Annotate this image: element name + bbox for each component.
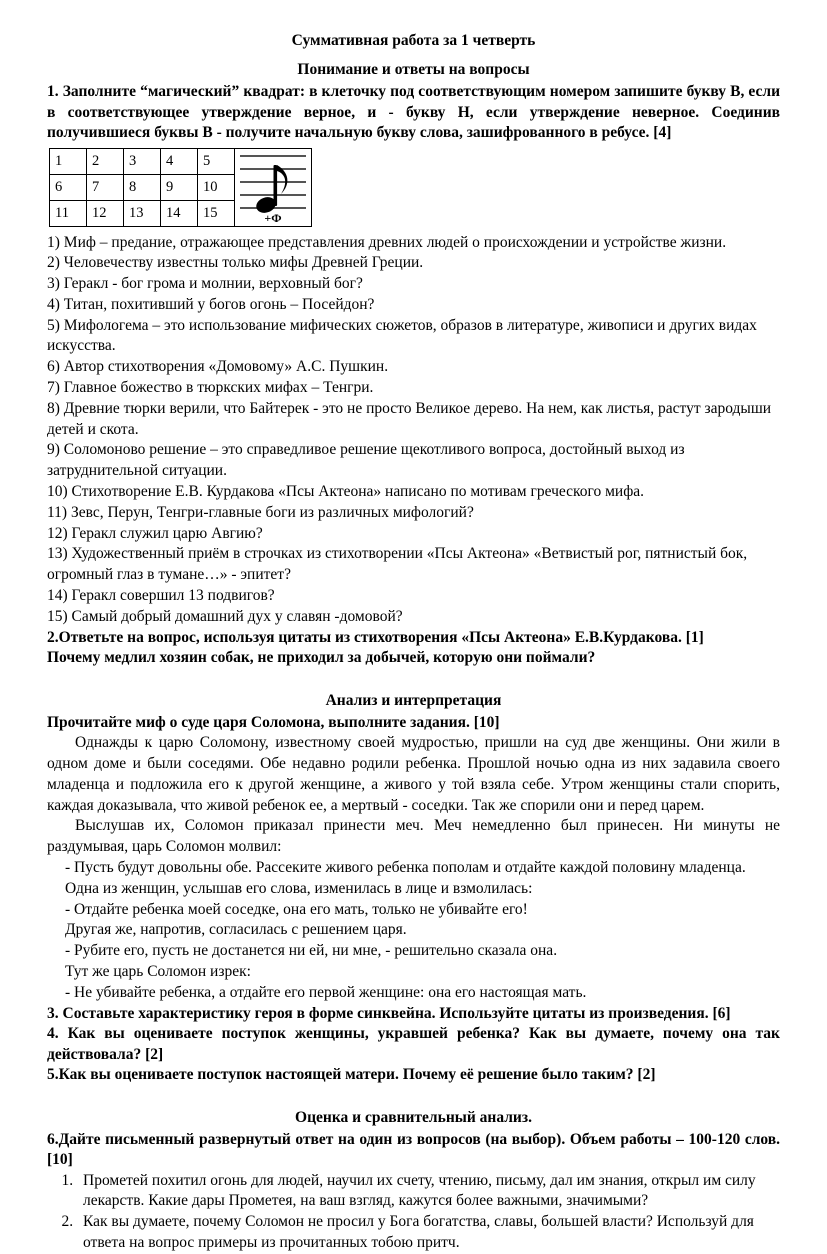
statement-item: 1) Миф – предание, отражающее представления древних людей о происхождении и устройстве жизни.	[47, 233, 727, 251]
task-1-instruction: 1. Заполните “магический” квадрат: в клеточку под соответствующим номером запишите букву В, если в соответствующее утверждение верное, и - букву Н, если утверждение неверное. Соединив получившиеся буквы В - получите начальную букву слова, зашифрованного в ребусе. [4]	[47, 83, 780, 141]
statement-item: 10) Стихотворение Е.В. Курдакова «Псы Актеона» написано по мотивам греческого мифа.	[47, 483, 644, 501]
magic-cell[interactable]: 8	[124, 174, 161, 200]
task-4-instruction: 4. Как вы оцениваете поступок женщины, укравшей ребенка? Как вы думаете, почему она так действовала? [2]	[47, 1025, 780, 1063]
magic-cell[interactable]: 15	[198, 200, 235, 226]
statement-item: 11) Зевс, Перун, Тенгри-главные боги из различных мифологий?	[47, 503, 474, 521]
document-title: Суммативная работа за 1 четверть	[291, 32, 536, 49]
magic-cell[interactable]: 4	[161, 148, 198, 174]
statement-item: 6) Автор стихотворения «Домовому» А.С. Пушкин.	[47, 358, 389, 376]
magic-cell[interactable]: 14	[161, 200, 198, 226]
magic-cell[interactable]: 11	[50, 200, 87, 226]
task-2-question: Почему медлил хозяин собак, не приходил за добычей, которую они поймали?	[47, 649, 596, 667]
task-5-instruction: 5.Как вы оцениваете поступок настоящей матери. Почему её решение было таким? [2]	[47, 1066, 656, 1083]
statement-item: 15) Самый добрый домашний дух у славян -домовой?	[47, 607, 403, 625]
statement-item: 9) Соломоново решение – это справедливое решение щекотливого вопроса, достойный выход из затруднительной ситуации.	[47, 441, 685, 480]
magic-cell[interactable]: 7	[87, 174, 124, 200]
section-spacer	[47, 1086, 780, 1107]
magic-cell[interactable]: 3	[124, 148, 161, 174]
magic-cell[interactable]: 12	[87, 200, 124, 226]
statement-item: 3) Геракл - бог грома и молнии, верховный бог?	[47, 275, 363, 293]
story-line: Тут же царь Соломон изрек:	[65, 962, 251, 980]
eighth-note-on-staff-icon	[236, 150, 310, 225]
section-heading-comprehension: Понимание и ответы на вопросы	[297, 61, 530, 78]
section-heading-evaluation: Оценка и сравнительный анализ.	[295, 1108, 532, 1126]
magic-cell[interactable]: 1	[50, 148, 87, 174]
rebus-caption: +Ф	[264, 210, 282, 225]
task-3-instruction: 3. Составьте характеристику героя в форме синквейна. Используйте цитаты из произведения. [6]	[47, 1004, 731, 1022]
story-line: - Рубите его, пусть не достанется ни ей, ни мне, - решительно сказала она.	[65, 942, 558, 960]
rebus-cell	[235, 148, 312, 226]
statement-item: 4) Титан, похитивший у богов огонь – Посейдон?	[47, 295, 375, 313]
task-6-instruction: 6.Дайте письменный развернутый ответ на один из вопросов (на выбор). Объем работы – 100-120 слов. [10]	[47, 1130, 780, 1168]
statement-item: 2) Человечеству известны только мифы Древней Греции.	[47, 254, 424, 272]
section-spacer	[47, 669, 780, 690]
magic-cell[interactable]: 13	[124, 200, 161, 226]
story-line: - Не убивайте ребенка, а отдайте его первой женщине: она его настоящая мать.	[65, 983, 587, 1001]
read-instruction: Прочитайте миф о суде царя Соломона, выполните задания. [10]	[47, 713, 500, 731]
magic-square-wrapper	[49, 148, 780, 227]
magic-cell[interactable]: 10	[198, 174, 235, 200]
table-row	[50, 148, 312, 174]
statement-item: 5) Мифологема – это использование мифических сюжетов, образов в литературе, живописи и других видах искусства.	[47, 316, 757, 355]
magic-square-table	[49, 148, 312, 227]
story-line: Другая же, напротив, согласилась с решением царя.	[65, 921, 407, 939]
story-line: - Отдайте ребенка моей соседке, она его мать, только не убивайте его!	[65, 900, 528, 918]
story-paragraph-2: Выслушав их, Соломон приказал принести меч. Меч немедленно был принесен. Ни минуты не раздумывая, царь Соломон молвил:	[47, 817, 780, 856]
magic-cell[interactable]: 9	[161, 174, 198, 200]
task-2-instruction: 2.Ответьте на вопрос, используя цитаты из стихотворения «Псы Актеона» Е.В.Курдакова. [1]	[47, 628, 704, 646]
story-line: - Пусть будут довольны обе. Рассеките живого ребенка пополам и отдайте каждой половину младенца.	[65, 858, 746, 876]
story-paragraph-1: Однажды к царю Соломону, известному своей мудростью, пришли на суд две женщины. Они жили в одном доме и были соседями. Обе недавно родили ребенка. Прошлой ночью одна из них задавила своего младенца и подложила его к другой женщине, а живого у той взяла себе. Утром женщины стали спорить, каждая доказывала, что живой ребенок ее, а мертвый - соседки. Так же спорили они и перед царем.	[47, 734, 780, 814]
statement-item: 14) Геракл совершил 13 подвигов?	[47, 587, 275, 605]
statement-item: 8) Древние тюрки верили, что Байтерек - это не просто Великое дерево. На нем, как листья, растут зародыши детей и скота.	[47, 399, 772, 438]
final-question-list	[47, 1171, 780, 1254]
statement-item: 13) Художественный приём в строчках из стихотворении «Псы Актеона» «Ветвистый рог, пятнистый бок, огромный глаз в тумане…» - эпитет?	[47, 545, 748, 584]
list-item: 1. Прометей похитил огонь для людей, научил их счету, чтению, письму, дал им знания, открыл им силу лекарств. Какие дары Прометея, на ваш взгляд, кажутся более важными, значимыми?	[77, 1171, 780, 1213]
section-heading-analysis: Анализ и интерпретация	[325, 691, 502, 709]
document-content	[47, 30, 780, 1254]
statement-item: 12) Геракл служил царю Авгию?	[47, 524, 263, 542]
statement-item: 7) Главное божество в тюркских мифах – Тенгри.	[47, 379, 374, 397]
rebus-image	[236, 150, 310, 225]
magic-cell[interactable]: 2	[87, 148, 124, 174]
magic-cell[interactable]: 6	[50, 174, 87, 200]
list-item: 2. Как вы думаете, почему Соломон не просил у Бога богатства, славы, большей власти? Используй для ответа на вопрос примеры из прочитанных тобою притч.	[77, 1212, 780, 1254]
story-line: Одна из женщин, услышав его слова, изменилась в лице и взмолилась:	[65, 879, 533, 897]
magic-cell[interactable]: 5	[198, 148, 235, 174]
